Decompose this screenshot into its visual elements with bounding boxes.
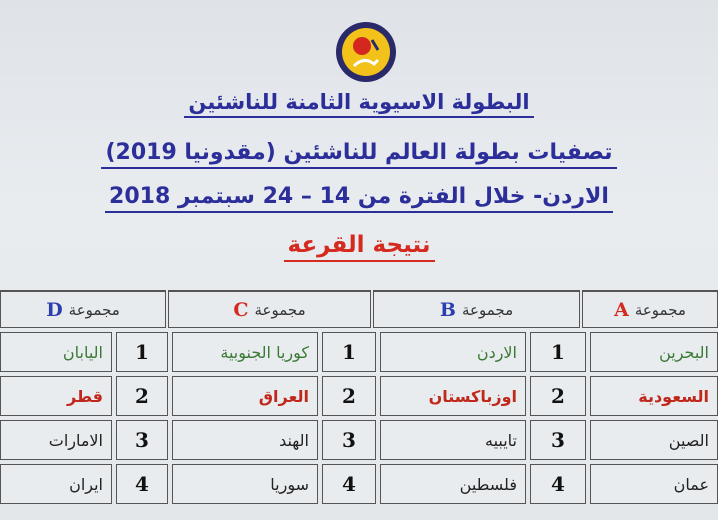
group-d-team-2: قطر xyxy=(0,376,112,416)
group-b-team-2: اوزباكستان xyxy=(380,376,526,416)
group-a-number-4: 4 xyxy=(530,464,586,504)
group-c-number-1: 1 xyxy=(116,332,168,372)
group-d-team-3: الامارات xyxy=(0,420,112,460)
group-b-team-1: الاردن xyxy=(380,332,526,372)
group-c-team-4: سوريا xyxy=(172,464,318,504)
championship-title: البطولة الاسيوية الثامنة للناشئين xyxy=(0,90,718,114)
group-a-number-3: 3 xyxy=(530,420,586,460)
group-c-team-1: كوريا الجنوبية xyxy=(172,332,318,372)
group-a-number-1: 1 xyxy=(530,332,586,372)
qualification-title: تصفيات بطولة العالم للناشئين (مقدونيا 2019) xyxy=(0,140,718,165)
group-a-team-4: عمان xyxy=(590,464,718,504)
group-b-number-4: 4 xyxy=(322,464,376,504)
group-d-team-1: اليابان xyxy=(0,332,112,372)
group-b-number-2: 2 xyxy=(322,376,376,416)
draw-result-title: نتيجة القرعة xyxy=(0,232,718,258)
group-c-number-3: 3 xyxy=(116,420,168,460)
group-c-header: مجموعة C xyxy=(168,290,371,328)
group-d-header: مجموعة D xyxy=(0,290,166,328)
group-b-header: مجموعة B xyxy=(373,290,580,328)
group-a-team-1: البحرين xyxy=(590,332,718,372)
group-b-number-3: 3 xyxy=(322,420,376,460)
group-c-team-3: الهند xyxy=(172,420,318,460)
group-b-team-4: فلسطين xyxy=(380,464,526,504)
group-c-team-2: العراق xyxy=(172,376,318,416)
dates-title: الاردن- خلال الفترة من 14 – 24 سبتمبر 2018 xyxy=(0,184,718,209)
group-b-number-1: 1 xyxy=(322,332,376,372)
group-a-number-2: 2 xyxy=(530,376,586,416)
federation-logo-icon xyxy=(334,20,398,84)
draw-table xyxy=(0,290,718,520)
group-a-team-3: الصين xyxy=(590,420,718,460)
group-a-team-2: السعودية xyxy=(590,376,718,416)
group-c-number-4: 4 xyxy=(116,464,168,504)
group-d-team-4: ايران xyxy=(0,464,112,504)
group-b-team-3: تايبيه xyxy=(380,420,526,460)
group-c-number-2: 2 xyxy=(116,376,168,416)
group-a-header: مجموعة A xyxy=(582,290,718,328)
